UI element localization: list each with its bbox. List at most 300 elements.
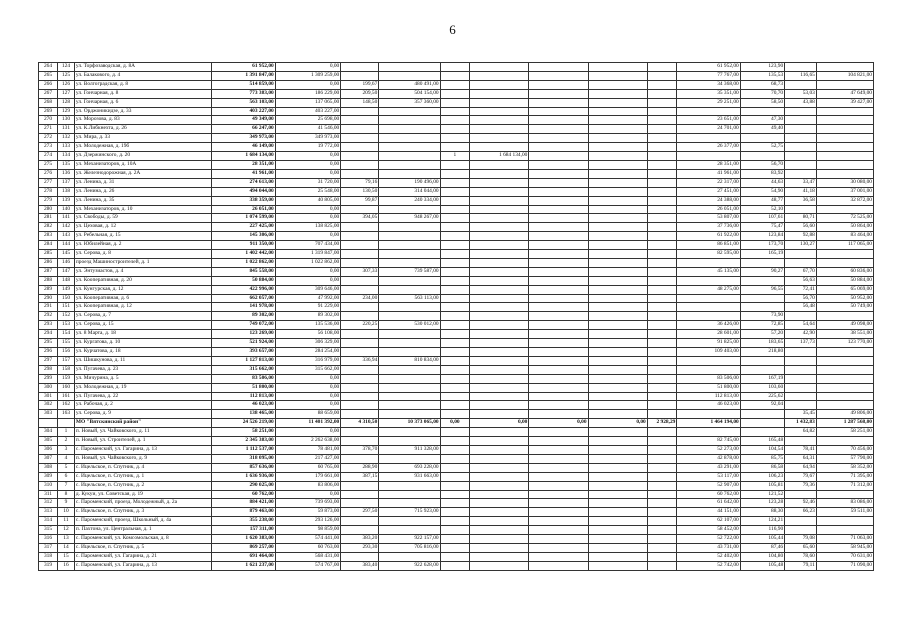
table-cell: 422 996,00 — [212, 285, 275, 294]
table-cell: 78 481,00 — [275, 445, 341, 454]
table-cell — [588, 463, 647, 472]
table-cell: с. Пароменский, ул. Гагарина, д. 13 — [74, 561, 211, 570]
table-cell: 1 — [58, 428, 75, 437]
table-cell — [588, 552, 647, 561]
table-cell: 290 — [39, 294, 58, 303]
table-cell — [529, 526, 588, 535]
table-cell: 72,85 — [740, 321, 784, 330]
table-cell: 13 — [58, 535, 75, 544]
table-cell — [816, 107, 873, 116]
table-cell: 49 806,00 — [816, 410, 873, 419]
table-cell: п. Новый, ул. Строителей, д. 1 — [74, 437, 211, 446]
table-cell — [588, 63, 647, 72]
table-cell — [341, 490, 379, 499]
table-cell: 139 — [58, 196, 75, 205]
table-cell: 2 262 638,00 — [275, 437, 341, 446]
table-cell: 123 269,00 — [212, 330, 275, 339]
table-cell: 0,00 — [275, 401, 341, 410]
table-cell — [529, 517, 588, 526]
table-cell: ул. Волгоградская, д. 8 — [74, 80, 211, 89]
table-cell — [677, 107, 740, 116]
table-cell: 41 546,00 — [275, 125, 341, 134]
table-cell: 48 275,00 — [677, 285, 740, 294]
table-row — [39, 116, 874, 125]
table-cell: 60 836,00 — [816, 267, 873, 276]
table-cell — [647, 526, 677, 535]
table-cell — [470, 250, 529, 259]
table-cell: 143 — [58, 232, 75, 241]
table-row — [39, 241, 874, 250]
table-cell — [470, 223, 529, 232]
table-cell — [647, 187, 677, 196]
table-cell: 75,47 — [740, 223, 784, 232]
table-row — [39, 543, 874, 552]
table-cell: 103,60 — [740, 383, 784, 392]
table-cell: 288 — [39, 276, 58, 285]
table-cell — [440, 454, 470, 463]
table-cell — [341, 401, 379, 410]
table-cell: 146 — [58, 258, 75, 267]
table-cell: 141 978,00 — [212, 303, 275, 312]
table-cell — [379, 552, 440, 561]
table-cell: 227 425,00 — [212, 223, 275, 232]
table-cell: 46 023,00 — [212, 401, 275, 410]
table-cell: 869 257,00 — [212, 543, 275, 552]
table-cell: 319 — [39, 561, 58, 570]
table-cell: 160 — [58, 383, 75, 392]
table-cell: 52 273,00 — [677, 445, 740, 454]
table-cell — [440, 365, 470, 374]
table-cell — [647, 481, 677, 490]
table-cell — [647, 535, 677, 544]
table-cell — [647, 89, 677, 98]
table-cell: 37 736,00 — [677, 223, 740, 232]
table-cell: ул. Цеховая, д. 12 — [74, 223, 211, 232]
table-cell: 107,61 — [740, 214, 784, 223]
table-cell — [440, 517, 470, 526]
table-cell: 220,25 — [341, 321, 379, 330]
table-row — [39, 339, 874, 348]
table-cell — [529, 71, 588, 80]
table-cell: 39 427,00 — [816, 98, 873, 107]
table-cell — [341, 365, 379, 374]
table-cell: 274 613,00 — [212, 178, 275, 187]
table-row — [39, 205, 874, 214]
table-cell: 279 — [39, 196, 58, 205]
table-cell: 338 359,00 — [212, 196, 275, 205]
table-cell — [588, 143, 647, 152]
table-cell — [341, 152, 379, 161]
table-cell — [647, 134, 677, 143]
table-cell — [740, 134, 784, 143]
table-cell: ул. К.Либкнехта, д. 26 — [74, 125, 211, 134]
table-cell — [341, 383, 379, 392]
table-cell: 240 334,00 — [379, 196, 440, 205]
table-row — [39, 63, 874, 72]
table-cell: 68,73 — [740, 80, 784, 89]
table-cell — [341, 410, 379, 419]
table-cell — [785, 356, 817, 365]
table-cell: 56,63 — [785, 276, 817, 285]
table-cell: 57 790,00 — [816, 454, 873, 463]
table-cell: 44,63 — [740, 178, 784, 187]
table-cell — [529, 454, 588, 463]
table-cell: 315 662,00 — [212, 365, 275, 374]
table-cell: 28 601,00 — [677, 330, 740, 339]
table-cell — [529, 63, 588, 72]
table-cell — [785, 125, 817, 134]
table-cell — [588, 98, 647, 107]
table-cell: 51 800,00 — [677, 383, 740, 392]
table-cell — [379, 107, 440, 116]
table-cell: 3 — [58, 445, 75, 454]
table-row — [39, 152, 874, 161]
table-cell: 61 952,00 — [212, 63, 275, 72]
table-cell: 563 113,00 — [379, 294, 440, 303]
table-cell: ул. Ленина, д. 35 — [74, 196, 211, 205]
table-cell — [440, 303, 470, 312]
table-cell — [440, 294, 470, 303]
table-cell: 49 098,00 — [816, 321, 873, 330]
table-cell: 403 227,00 — [212, 107, 275, 116]
table-cell: 284 — [39, 241, 58, 250]
table-cell — [379, 392, 440, 401]
table-row — [39, 187, 874, 196]
table-cell — [647, 276, 677, 285]
table-cell: 514 859,00 — [212, 80, 275, 89]
table-cell: 56,70 — [785, 294, 817, 303]
table-cell: ул. Молодежная, д. 19 — [74, 383, 211, 392]
table-cell — [470, 71, 529, 80]
table-cell: 128 — [58, 98, 75, 107]
table-cell: 349 973,00 — [212, 134, 275, 143]
table-cell: 315 662,00 — [275, 365, 341, 374]
table-cell: 308 — [39, 463, 58, 472]
table-cell: 123,90 — [740, 63, 784, 72]
table-row — [39, 383, 874, 392]
table-cell — [440, 499, 470, 508]
table-cell: 0,00 — [275, 267, 341, 276]
table-cell: 28 351,00 — [212, 160, 275, 169]
table-cell — [379, 365, 440, 374]
table-cell: ул. Рабочая, д. 2 — [74, 401, 211, 410]
table-cell — [785, 526, 817, 535]
table-cell — [647, 330, 677, 339]
table-cell — [470, 339, 529, 348]
table-cell — [470, 437, 529, 446]
table-cell — [379, 241, 440, 250]
table-cell: 291 — [39, 303, 58, 312]
table-cell — [440, 356, 470, 365]
table-cell — [440, 481, 470, 490]
table-cell — [588, 356, 647, 365]
table-cell — [588, 348, 647, 357]
table-cell: 1 636 936,00 — [212, 472, 275, 481]
table-cell: 77 767,00 — [677, 71, 740, 80]
table-cell — [816, 437, 873, 446]
table-cell: 297,50 — [341, 508, 379, 517]
table-cell: ул. Гончарная, д. 6 — [74, 98, 211, 107]
table-cell — [379, 205, 440, 214]
table-cell: 383,40 — [341, 561, 379, 570]
table-cell — [379, 223, 440, 232]
table-cell: 130,27 — [785, 241, 817, 250]
table-cell — [647, 241, 677, 250]
table-cell — [379, 71, 440, 80]
table-cell — [379, 490, 440, 499]
table-cell: 316 979,00 — [275, 356, 341, 365]
table-cell — [529, 383, 588, 392]
table-cell — [440, 472, 470, 481]
table-cell: 157 — [58, 356, 75, 365]
table-cell — [341, 250, 379, 259]
table-cell — [529, 241, 588, 250]
table-cell — [647, 107, 677, 116]
table-cell: 44 151,00 — [677, 508, 740, 517]
table-cell — [529, 365, 588, 374]
table-cell: ул. Свободы, д. 59 — [74, 214, 211, 223]
table-cell: 217 427,00 — [275, 454, 341, 463]
table-cell — [816, 365, 873, 374]
table-cell — [379, 276, 440, 285]
table-cell: 64,82 — [785, 428, 817, 437]
table-cell — [440, 543, 470, 552]
table-cell — [529, 312, 588, 321]
table-cell: 2 928,29 — [647, 419, 677, 428]
table-cell: 52,75 — [740, 143, 784, 152]
table-cell — [588, 339, 647, 348]
table-cell — [470, 374, 529, 383]
table-cell — [529, 187, 588, 196]
table-cell: ул. Серова, д. 7 — [74, 312, 211, 321]
table-cell: 28 351,00 — [677, 160, 740, 169]
table-cell — [816, 63, 873, 72]
table-cell: 158 — [58, 365, 75, 374]
table-cell — [677, 258, 740, 267]
table-cell — [341, 116, 379, 125]
table-cell: 79,08 — [785, 535, 817, 544]
table-cell — [440, 526, 470, 535]
table-cell: 138 465,00 — [212, 410, 275, 419]
table-cell: 148,50 — [341, 98, 379, 107]
table-cell — [529, 276, 588, 285]
table-cell — [341, 312, 379, 321]
table-cell: 662 057,00 — [212, 294, 275, 303]
table-cell: 137 065,00 — [275, 98, 341, 107]
table-cell: 293 — [39, 321, 58, 330]
table-cell — [341, 232, 379, 241]
table-cell: 25 698,00 — [275, 116, 341, 125]
table-cell — [588, 303, 647, 312]
table-cell: 148 — [58, 276, 75, 285]
table-row — [39, 472, 874, 481]
table-cell — [588, 205, 647, 214]
table-cell — [440, 116, 470, 125]
table-cell — [740, 303, 784, 312]
table-row — [39, 294, 874, 303]
table-cell: 92,88 — [785, 232, 817, 241]
table-cell: 41 961,00 — [677, 169, 740, 178]
table-cell — [588, 481, 647, 490]
table-cell: с. Ицельское, п. Спутник, д. 4 — [74, 463, 211, 472]
table-cell: 78,41 — [785, 445, 817, 454]
table-cell: 1 432,83 — [785, 419, 817, 428]
table-cell: 50 884,00 — [816, 276, 873, 285]
table-cell — [740, 294, 784, 303]
table-cell: 293 126,00 — [275, 517, 341, 526]
table-cell — [588, 294, 647, 303]
table-cell — [785, 152, 817, 161]
table-cell: 116,90 — [740, 526, 784, 535]
table-cell — [588, 80, 647, 89]
table-cell — [529, 143, 588, 152]
table-cell: 810 834,00 — [379, 356, 440, 365]
table-cell — [470, 392, 529, 401]
table-cell: 79,11 — [785, 561, 817, 570]
table-cell: 307,33 — [341, 267, 379, 276]
table-cell: 41,18 — [785, 187, 817, 196]
table-cell — [470, 232, 529, 241]
table-cell: 121,52 — [740, 490, 784, 499]
table-cell: 48,77 — [740, 196, 784, 205]
table-cell — [647, 303, 677, 312]
table-cell: 267 — [39, 89, 58, 98]
table-cell: 145 — [58, 250, 75, 259]
table-cell: 225,62 — [740, 392, 784, 401]
table-cell — [647, 160, 677, 169]
table-cell — [470, 205, 529, 214]
table-cell — [341, 223, 379, 232]
table-cell: с. Пароменский, ул. Гагарина, д. 21 — [74, 552, 211, 561]
table-cell: 26 051,00 — [677, 205, 740, 214]
table-cell: 705 816,00 — [379, 543, 440, 552]
table-cell: 45 135,00 — [677, 267, 740, 276]
table-cell: 59 873,00 — [275, 508, 341, 517]
table-cell: 47 992,00 — [275, 294, 341, 303]
table-cell: 1 464 194,00 — [677, 419, 740, 428]
table-cell: 6 — [58, 472, 75, 481]
table-cell — [470, 410, 529, 419]
table-cell: 50 952,00 — [816, 294, 873, 303]
table-cell: 307 — [39, 454, 58, 463]
table-cell: 52 402,00 — [677, 552, 740, 561]
table-cell: 82 595,00 — [677, 250, 740, 259]
table-cell: 123,84 — [740, 232, 784, 241]
table-cell — [470, 445, 529, 454]
table-cell — [816, 392, 873, 401]
table-cell: 922 628,00 — [379, 561, 440, 570]
table-cell: 289 — [39, 285, 58, 294]
table-cell — [379, 134, 440, 143]
table-cell: 38 551,00 — [816, 330, 873, 339]
table-cell: 294 — [39, 330, 58, 339]
district-subtotal-row — [39, 419, 874, 428]
table-cell — [647, 472, 677, 481]
table-cell: 383,20 — [341, 535, 379, 544]
table-cell: 60 765,00 — [275, 463, 341, 472]
table-cell — [470, 526, 529, 535]
table-cell: 66,23 — [785, 508, 817, 517]
table-cell: п. Пахтона, ул. Центральная, д. 1 — [74, 526, 211, 535]
table-cell — [529, 437, 588, 446]
table-cell: 154 — [58, 330, 75, 339]
table-row — [39, 445, 874, 454]
table-cell: 86 851,00 — [677, 241, 740, 250]
table-cell: 135,53 — [740, 71, 784, 80]
table-cell — [785, 63, 817, 72]
table-cell: 157 311,00 — [212, 526, 275, 535]
table-cell: ул. Ленина, д. 26 — [74, 187, 211, 196]
table-cell — [379, 499, 440, 508]
table-row — [39, 454, 874, 463]
table-cell: 71 090,00 — [816, 561, 873, 570]
table-cell: 693 228,00 — [379, 463, 440, 472]
table-cell — [647, 196, 677, 205]
table-cell: 112 813,00 — [212, 392, 275, 401]
table-cell — [379, 454, 440, 463]
table-cell: с. Пароменский, проезд. Молодежный, д. 2а — [74, 499, 211, 508]
table-cell — [529, 499, 588, 508]
table-cell — [647, 250, 677, 259]
table-cell — [529, 107, 588, 116]
table-cell — [379, 526, 440, 535]
table-cell — [341, 285, 379, 294]
table-cell: 0,00 — [275, 80, 341, 89]
table-cell — [341, 125, 379, 134]
table-cell: 151 — [58, 303, 75, 312]
table-cell: 4 310,50 — [341, 419, 379, 428]
table-cell: 312 — [39, 499, 58, 508]
table-cell: 85,75 — [740, 454, 784, 463]
table-cell — [785, 143, 817, 152]
table-cell: 79,36 — [785, 481, 817, 490]
table-row — [39, 535, 874, 544]
page-number: 6 — [449, 22, 456, 37]
table-cell: 691 464,00 — [212, 552, 275, 561]
table-cell — [470, 508, 529, 517]
table-cell — [529, 303, 588, 312]
table-cell — [341, 392, 379, 401]
table-cell: 52,10 — [740, 205, 784, 214]
table-cell — [529, 472, 588, 481]
table-cell — [470, 294, 529, 303]
table-cell: с. Пароменский, проезд. Школьный, д. 4а — [74, 517, 211, 526]
table-row — [39, 303, 874, 312]
table-cell: 1 402 442,00 — [212, 250, 275, 259]
table-cell — [529, 267, 588, 276]
table-cell — [470, 543, 529, 552]
table-cell — [647, 98, 677, 107]
table-cell — [470, 401, 529, 410]
table-cell — [588, 285, 647, 294]
table-cell: 83 506,00 — [212, 374, 275, 383]
table-cell: 521 924,00 — [212, 339, 275, 348]
table-cell: 1 074 599,00 — [212, 214, 275, 223]
table-cell — [647, 214, 677, 223]
table-cell: 96,55 — [740, 285, 784, 294]
table-cell: 60 763,00 — [275, 543, 341, 552]
table-cell: 0,00 — [275, 169, 341, 178]
table-cell: 9 — [58, 499, 75, 508]
table-cell — [677, 276, 740, 285]
table-cell: ул. Курчатова, д. 18 — [74, 348, 211, 357]
table-cell: 36 426,00 — [677, 321, 740, 330]
table-cell — [785, 107, 817, 116]
table-row — [39, 267, 874, 276]
table-row — [39, 330, 874, 339]
table-cell: 56,70 — [740, 160, 784, 169]
table-cell — [785, 116, 817, 125]
